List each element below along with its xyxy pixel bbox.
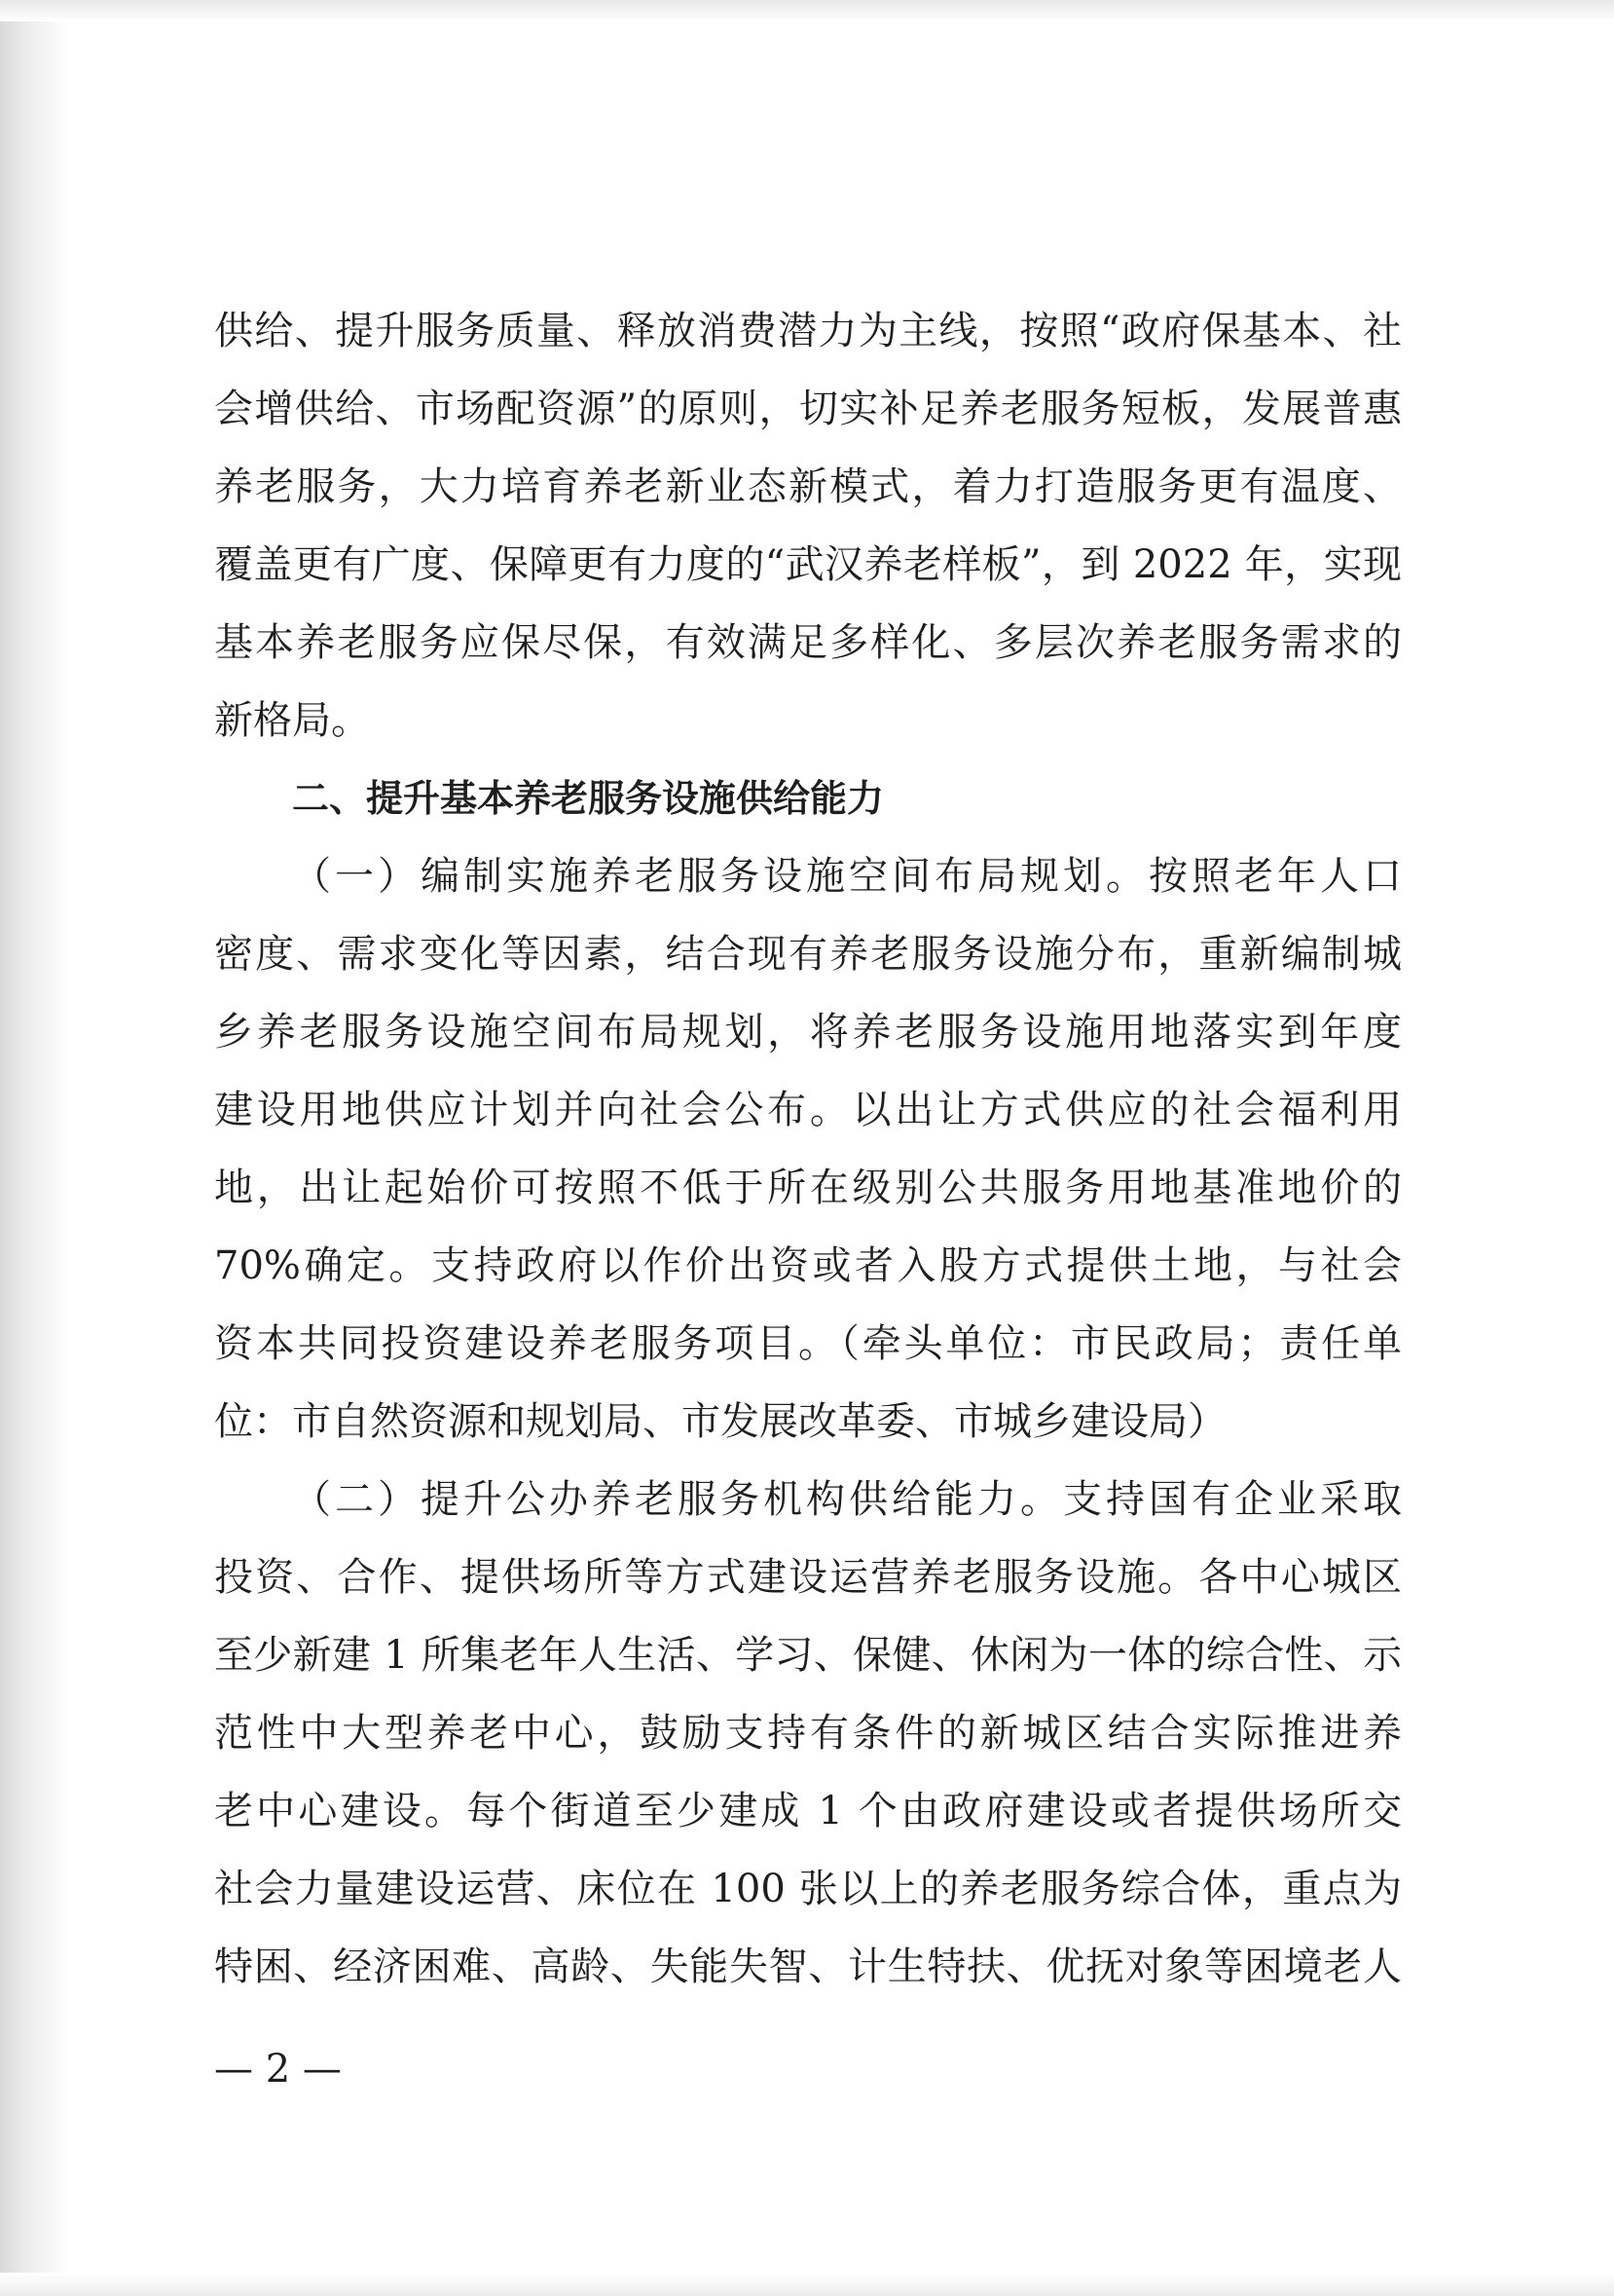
scan-top-edge-shadow	[0, 0, 1614, 21]
paragraph-first-line: （一）编制实施养老服务设施空间布局规划。按照老年人口	[292, 854, 1402, 899]
body-line: 密度、需求变化等因素，结合现有养老服务设施分布，重新编制城	[214, 932, 1402, 977]
document-body	[214, 292, 1402, 2006]
body-line: 会增供给、市场配资源”的原则，切实补足养老服务短板，发展普惠	[214, 387, 1402, 431]
body-line: 老中心建设。每个街道至少建成 1 个由政府建设或者提供场所交	[214, 1789, 1402, 1833]
body-line: 地，出让起始价可按照不低于所在级别公共服务用地基准地价的	[214, 1166, 1402, 1210]
page-number: — 2 —	[214, 2047, 342, 2092]
scan-left-edge-shadow	[0, 0, 68, 2296]
scan-bottom-edge-shadow	[0, 2273, 1614, 2296]
body-line: 供给、提升服务质量、释放消费潜力为主线，按照“政府保基本、社	[214, 309, 1402, 353]
body-line: 覆盖更有广度、保障更有力度的“武汉养老样板”，到 2022 年，实现	[214, 542, 1402, 587]
body-line: 新格局。	[214, 698, 370, 743]
body-line: 建设用地供应计划并向社会公布。以出让方式供应的社会福利用	[214, 1088, 1402, 1132]
body-line: 范性中大型养老中心，鼓励支持有条件的新城区结合实际推进养	[214, 1711, 1402, 1756]
paragraph-first-line: （二）提升公办养老服务机构供给能力。支持国有企业采取	[292, 1477, 1402, 1522]
body-line: 社会力量建设运营、床位在 100 张以上的养老服务综合体，重点为	[214, 1867, 1402, 1911]
body-line: 投资、合作、提供场所等方式建设运营养老服务设施。各中心城区	[214, 1555, 1402, 1600]
body-line: 基本养老服务应保尽保，有效满足多样化、多层次养老服务需求的	[214, 620, 1402, 665]
section-heading: 二、提升基本养老服务设施供给能力	[292, 777, 885, 820]
body-line: 至少新建 1 所集老年人生活、学习、保健、休闲为一体的综合性、示	[214, 1633, 1402, 1678]
body-line: 特困、经济困难、高龄、失能失智、计生特扶、优抚对象等困境老人	[214, 1944, 1402, 1989]
body-line: 70%确定。支持政府以作价出资或者入股方式提供土地，与社会	[214, 1243, 1402, 1288]
body-line: 养老服务，大力培育养老新业态新模式，着力打造服务更有温度、	[214, 464, 1402, 509]
body-line: 位：市自然资源和规划局、市发展改革委、市城乡建设局）	[214, 1399, 1227, 1444]
body-line: 乡养老服务设施空间布局规划，将养老服务设施用地落实到年度	[214, 1010, 1402, 1055]
body-line: 资本共同投资建设养老服务项目。（牵头单位：市民政局；责任单	[214, 1321, 1402, 1366]
